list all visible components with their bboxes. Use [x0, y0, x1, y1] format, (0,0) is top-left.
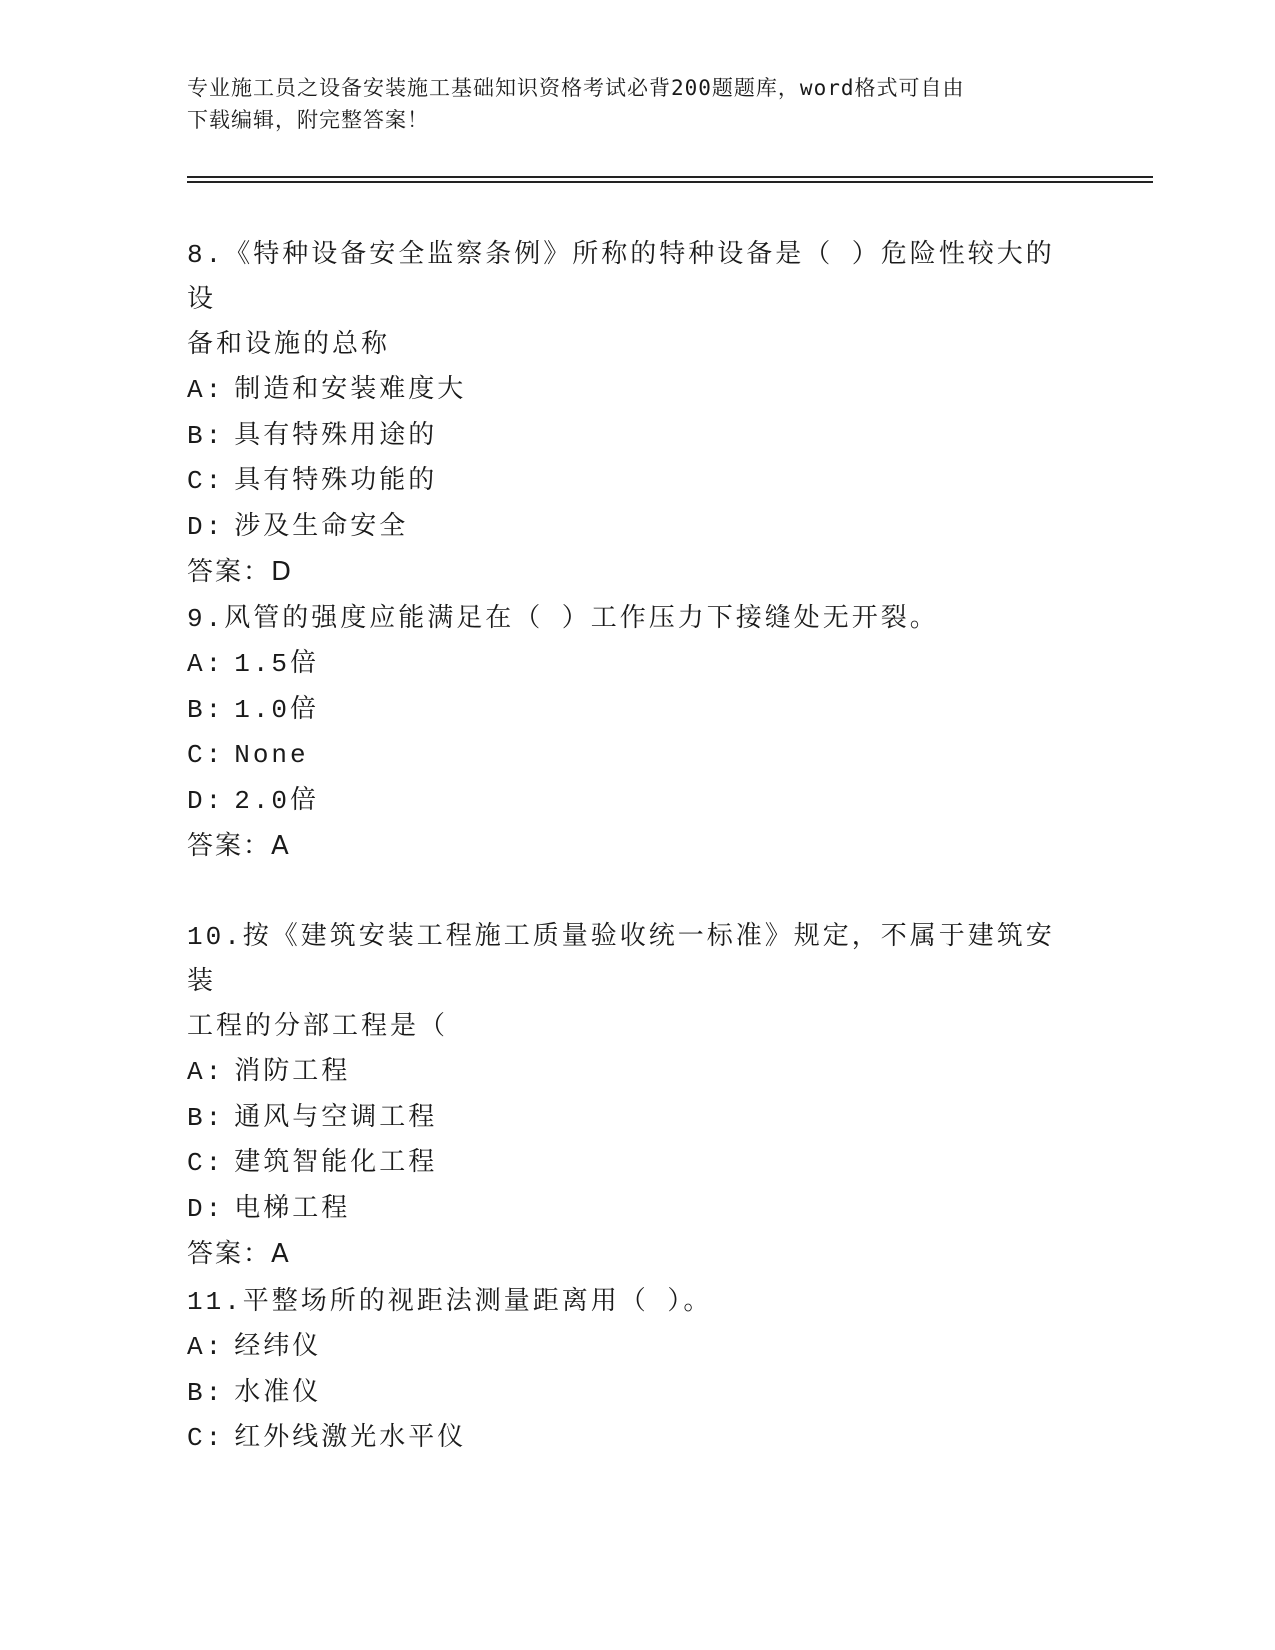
option-value: None — [234, 740, 309, 770]
option-letter: B: — [187, 694, 225, 725]
question-text — [187, 915, 1077, 1050]
option-d — [187, 1187, 1077, 1233]
option-c — [187, 459, 1077, 505]
option-letter: D: — [187, 1193, 225, 1224]
option-value: 经纬仪 — [234, 1332, 322, 1362]
option-value: 1.5倍 — [234, 649, 320, 679]
option-value: 建筑智能化工程 — [234, 1148, 438, 1178]
question-text-line-1: 10.按《建筑安装工程施工质量验收统一标准》规定，不属于建筑安装 — [187, 922, 1055, 997]
question-text-line-1: 8.《特种设备安全监察条例》所称的特种设备是（ ）危险性较大的设 — [187, 240, 1055, 315]
option-letter: B: — [187, 420, 225, 451]
option-c — [187, 733, 1077, 779]
option-a — [187, 368, 1077, 414]
option-letter: C: — [187, 1148, 225, 1178]
option-letter: B: — [187, 1102, 225, 1133]
option-b — [187, 688, 1077, 734]
option-value: 制造和安装难度大 — [234, 375, 467, 405]
option-value: 电梯工程 — [234, 1193, 351, 1224]
option-value: 1.0倍 — [234, 694, 320, 725]
option-value: 消防工程 — [234, 1057, 351, 1087]
header-divider-bottom — [187, 181, 1153, 183]
option-value: 通风与空调工程 — [234, 1102, 438, 1133]
option-b — [187, 1371, 1077, 1417]
option-b — [187, 1096, 1077, 1142]
option-letter: A: — [187, 375, 225, 405]
question-9 — [187, 597, 1077, 869]
option-value: 涉及生命安全 — [234, 511, 409, 542]
option-letter: D: — [187, 785, 225, 816]
option-c — [187, 1416, 1077, 1462]
option-letter: A: — [187, 1332, 225, 1362]
option-letter: D: — [187, 511, 225, 542]
document-header — [187, 72, 1067, 136]
option-a — [187, 642, 1077, 688]
question-text-line-2: 工程的分部工程是（ — [187, 1012, 449, 1042]
question-text-line-1: 9.风管的强度应能满足在（ ）工作压力下接缝处无开裂。 — [187, 604, 939, 634]
answer-line: 答案：A — [187, 831, 291, 861]
question-text — [187, 1280, 1077, 1325]
option-letter: C: — [187, 740, 225, 770]
option-b — [187, 414, 1077, 460]
question-text — [187, 233, 1077, 368]
option-value: 水准仪 — [234, 1377, 322, 1408]
answer-line: 答案：A — [187, 1239, 291, 1269]
option-letter: A: — [187, 649, 225, 679]
option-d — [187, 505, 1077, 551]
option-letter: C: — [187, 466, 225, 496]
header-divider-top — [187, 176, 1153, 178]
option-value: 具有特殊用途的 — [234, 420, 438, 451]
option-c — [187, 1141, 1077, 1187]
option-value: 红外线激光水平仪 — [234, 1423, 467, 1453]
option-a — [187, 1050, 1077, 1096]
option-a — [187, 1325, 1077, 1371]
option-value: 具有特殊功能的 — [234, 466, 438, 496]
option-letter: C: — [187, 1423, 225, 1453]
option-d — [187, 779, 1077, 825]
question-8 — [187, 233, 1077, 595]
option-letter: A: — [187, 1057, 225, 1087]
header-line-1: 专业施工员之设备安装施工基础知识资格考试必背200题题库，word格式可自由 — [187, 76, 965, 100]
question-text-line-2: 备和设施的总称 — [187, 330, 391, 360]
question-text — [187, 597, 1077, 642]
option-letter: B: — [187, 1377, 225, 1408]
answer-line: 答案：D — [187, 557, 294, 587]
question-10 — [187, 915, 1077, 1277]
question-11 — [187, 1280, 1077, 1462]
header-line-2: 下载编辑，附完整答案！ — [187, 108, 429, 132]
question-text-line-1: 11.平整场所的视距法测量距离用（ ）。 — [187, 1287, 713, 1317]
option-value: 2.0倍 — [234, 785, 320, 816]
